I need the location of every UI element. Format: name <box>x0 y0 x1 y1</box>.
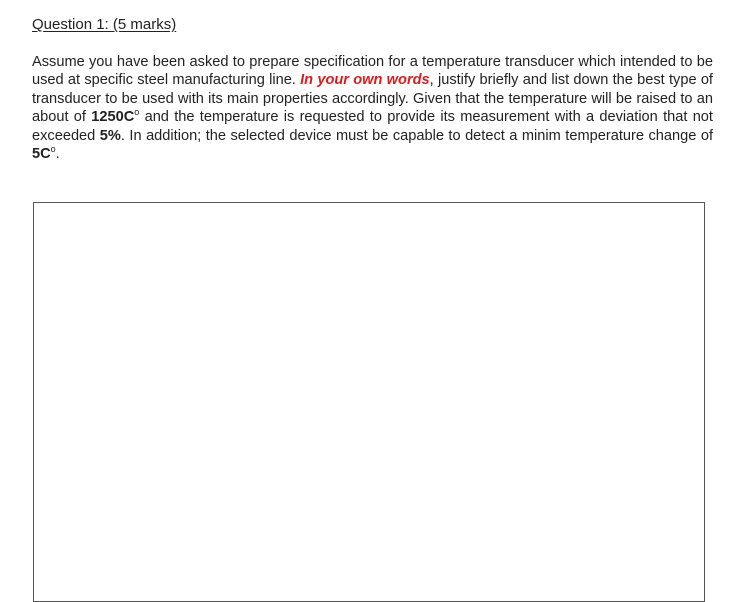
emphasis-in-your-own-words: In your own words <box>300 72 430 89</box>
max-temperature-value: 1250C <box>91 109 135 126</box>
question-text-part-5: . <box>55 146 60 163</box>
deviation-value: 5% <box>99 127 121 144</box>
answer-box[interactable] <box>33 202 705 602</box>
degree-mark: o <box>50 144 56 155</box>
min-change-value: 5C <box>32 146 51 163</box>
degree-mark: o <box>134 107 140 118</box>
question-text-part-1: Assume you have been asked to prepare specification for a temperature transducer which intended to be used at specific steel manufacturing line. <box>32 54 713 89</box>
question-text <box>32 53 713 163</box>
question-text-part-2: , justify briefly and list down the best type of transducer to be used with its main properties accordingly. Given that the temperature will be raised to an about of <box>32 72 713 126</box>
question-text-part-4: . In addition; the selected device must be capable to detect a minim temperature change of <box>120 127 713 144</box>
question-text-part-3: and the temperature is requested to provide its measurement with a deviation that not exceeded <box>32 109 713 144</box>
question-heading: Question 1: (5 marks) <box>32 16 177 33</box>
